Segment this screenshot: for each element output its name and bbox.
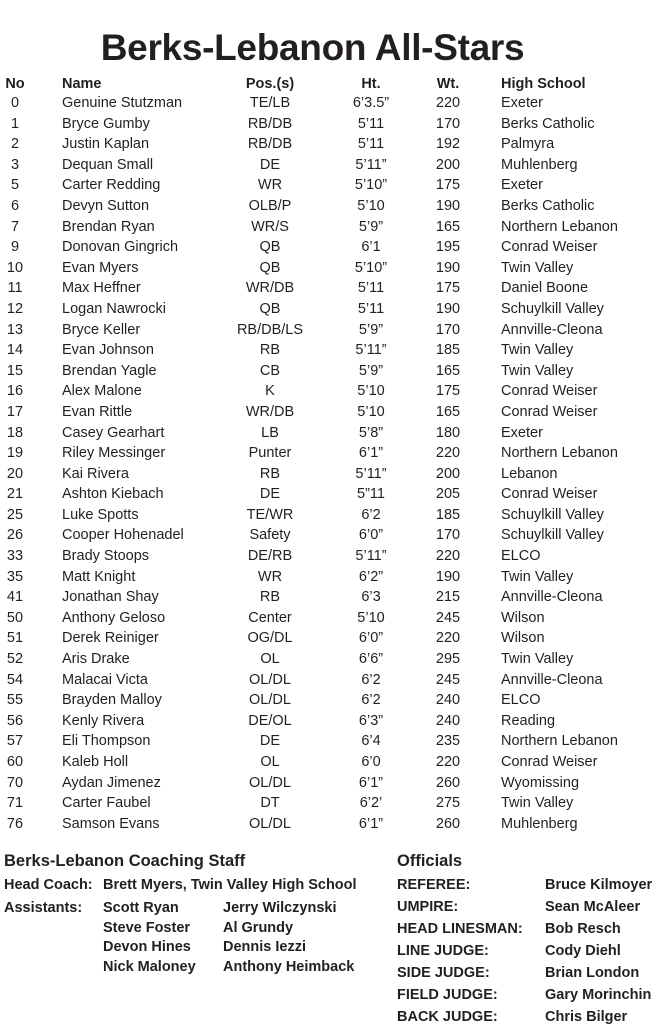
assistants-label: Assistants:: [4, 900, 83, 916]
official-role: REFEREE:: [397, 877, 471, 893]
player-school: Twin Valley: [501, 259, 574, 276]
table-row: [0, 793, 662, 814]
player-number: 19: [6, 445, 24, 462]
head-coach-value: Brett Myers, Twin Valley High School: [103, 877, 357, 893]
player-school: Schuylkill Valley: [501, 527, 604, 544]
player-name: Brady Stoops: [62, 548, 150, 565]
player-height: 6’1”: [358, 815, 384, 832]
player-number: 11: [7, 280, 23, 297]
player-height: 5’8”: [358, 424, 384, 441]
official-role: LINE JUDGE:: [397, 943, 489, 959]
player-height: 6’3: [361, 589, 381, 606]
official-name: Brian London: [545, 965, 640, 981]
player-position: OL/DL: [249, 671, 291, 688]
player-weight: 220: [435, 754, 461, 770]
player-school: Twin Valley: [501, 795, 574, 812]
player-school: Berks Catholic: [501, 115, 595, 132]
official-name: Chris Bilger: [545, 1009, 628, 1025]
table-row: [0, 361, 662, 382]
player-position: K: [265, 383, 275, 400]
player-height: 6’1: [361, 239, 381, 256]
player-number: 35: [6, 568, 24, 585]
player-position: RB/DB: [247, 136, 293, 153]
player-weight: 165: [435, 362, 461, 379]
table-row: [0, 690, 662, 711]
table-row: [0, 464, 662, 485]
table-row: [0, 237, 662, 258]
player-school: Exeter: [501, 177, 543, 194]
player-number: 0: [10, 95, 20, 111]
player-number: 71: [6, 795, 24, 812]
player-school: Conrad Weiser: [501, 486, 598, 503]
player-school: Twin Valley: [501, 651, 574, 668]
player-weight: 220: [435, 445, 461, 462]
col-header-name: Name: [62, 76, 102, 92]
player-position: WR: [257, 177, 283, 194]
player-weight: 180: [435, 424, 461, 441]
player-weight: 185: [435, 506, 461, 523]
table-row: [0, 525, 662, 546]
player-school: Conrad Weiser: [501, 403, 598, 420]
player-name: Riley Messinger: [62, 445, 166, 462]
player-position: OL/DL: [249, 774, 291, 791]
player-number: 76: [6, 815, 24, 832]
player-weight: 165: [435, 218, 461, 235]
col-header-position: Pos.(s): [245, 76, 295, 92]
table-row: [0, 505, 662, 526]
player-name: Aris Drake: [62, 651, 130, 668]
player-number: 57: [6, 733, 24, 750]
player-height: 6’2”: [358, 568, 384, 585]
player-weight: 170: [435, 321, 461, 338]
player-name: Kai Rivera: [62, 465, 129, 482]
player-height: 6’1”: [358, 445, 384, 462]
table-row: [0, 711, 662, 732]
player-name: Anthony Geloso: [62, 609, 166, 626]
player-school: Northern Lebanon: [501, 218, 618, 235]
official-name: Bruce Kilmoyer: [545, 877, 653, 893]
player-weight: 170: [435, 115, 461, 132]
player-weight: 175: [435, 280, 461, 297]
official-name: Cody Diehl: [545, 943, 621, 959]
player-height: 6’0: [361, 754, 381, 770]
player-number: 7: [10, 218, 20, 235]
player-position: DE: [259, 156, 281, 173]
roster-table: [0, 93, 662, 834]
player-position: QB: [259, 239, 281, 256]
player-height: 5’10: [357, 609, 385, 626]
table-row: [0, 340, 662, 361]
player-weight: 175: [435, 177, 461, 194]
page-title: Berks-Lebanon All-Stars: [100, 27, 525, 68]
player-number: 13: [6, 321, 24, 338]
player-number: 6: [10, 197, 20, 214]
assistant-coach-name: Devon Hines: [103, 939, 191, 956]
player-name: Luke Spotts: [62, 506, 139, 523]
table-row: [0, 175, 662, 196]
player-name: Carter Redding: [62, 177, 161, 194]
player-weight: 192: [435, 136, 461, 153]
player-number: 1: [10, 115, 20, 132]
table-row: [0, 587, 662, 608]
player-height: 5’9”: [358, 218, 384, 235]
player-name: Kaleb Holl: [62, 754, 129, 770]
player-school: Daniel Boone: [501, 280, 589, 297]
table-row: [0, 402, 662, 423]
player-height: 5’10”: [354, 177, 388, 194]
table-row: [0, 443, 662, 464]
player-position: CB: [259, 362, 281, 379]
assistant-coach-name: Steve Foster: [103, 919, 191, 936]
player-number: 26: [6, 527, 24, 544]
table-row: [0, 649, 662, 670]
assistant-coach-name: Nick Maloney: [103, 959, 196, 976]
player-position: OL/DL: [249, 815, 291, 832]
player-height: 5’10: [357, 197, 385, 214]
player-name: Carter Faubel: [62, 795, 151, 812]
player-height: 6’2: [361, 671, 381, 688]
player-number: 14: [6, 342, 24, 359]
player-position: DT: [260, 795, 280, 812]
player-school: Reading: [501, 712, 556, 729]
assistant-coach-name: Jerry Wilczynski: [223, 900, 337, 916]
player-weight: 165: [435, 403, 461, 420]
player-position: DE/RB: [247, 548, 293, 565]
col-header-school: High School: [501, 76, 586, 92]
player-school: Wyomissing: [501, 774, 580, 791]
player-weight: 260: [435, 774, 461, 791]
table-row: [0, 278, 662, 299]
player-weight: 190: [435, 568, 461, 585]
player-name: Casey Gearhart: [62, 424, 165, 441]
player-weight: 190: [435, 300, 461, 317]
player-height: 5’11”: [355, 465, 387, 482]
table-row: [0, 299, 662, 320]
player-position: RB/DB: [247, 115, 293, 132]
table-row: [0, 608, 662, 629]
player-school: Northern Lebanon: [501, 445, 618, 462]
player-position: DE/OL: [248, 712, 292, 729]
table-row: [0, 546, 662, 567]
player-number: 9: [10, 239, 20, 256]
player-number: 16: [6, 383, 24, 400]
player-height: 6’0”: [358, 527, 384, 544]
player-height: 6’2’: [359, 795, 383, 812]
player-number: 10: [6, 259, 24, 276]
player-weight: 185: [435, 342, 461, 359]
player-school: Twin Valley: [501, 342, 574, 359]
player-height: 6’1”: [358, 774, 384, 791]
player-position: QB: [259, 300, 281, 317]
player-weight: 260: [435, 815, 461, 832]
head-coach-label: Head Coach:: [4, 877, 93, 893]
player-weight: 235: [435, 733, 461, 750]
player-position: RB: [259, 465, 281, 482]
official-role: UMPIRE:: [397, 899, 459, 915]
table-row: [0, 814, 662, 835]
player-weight: 275: [435, 795, 461, 812]
player-school: Berks Catholic: [501, 197, 595, 214]
player-school: Muhlenberg: [501, 156, 578, 173]
player-number: 51: [6, 630, 24, 647]
player-position: RB: [259, 589, 281, 606]
player-name: Evan Johnson: [62, 342, 154, 359]
player-name: Aydan Jimenez: [62, 774, 161, 791]
player-height: 5’11: [357, 115, 385, 132]
player-weight: 245: [435, 609, 461, 626]
player-weight: 245: [435, 671, 461, 688]
player-weight: 175: [435, 383, 461, 400]
player-school: Annville-Cleona: [501, 589, 603, 606]
player-height: 6’6”: [358, 651, 384, 668]
official-role: BACK JUDGE:: [397, 1009, 498, 1025]
player-position: LB: [261, 424, 279, 441]
player-number: 2: [10, 136, 20, 153]
assistant-coach-name: Al Grundy: [223, 919, 294, 936]
table-row: [0, 217, 662, 238]
player-name: Samson Evans: [62, 815, 160, 832]
player-position: WR/DB: [245, 403, 295, 420]
player-height: 5’9”: [358, 362, 384, 379]
player-weight: 240: [435, 692, 461, 709]
player-weight: 220: [435, 548, 461, 565]
player-position: QB: [259, 259, 281, 276]
official-role: FIELD JUDGE:: [397, 987, 498, 1003]
official-name: Gary Morinchin: [545, 987, 652, 1003]
table-row: [0, 423, 662, 444]
player-weight: 220: [435, 95, 461, 111]
player-name: Matt Knight: [62, 568, 136, 585]
player-number: 5: [10, 177, 20, 194]
player-school: Twin Valley: [501, 362, 574, 379]
player-school: Palmyra: [501, 136, 555, 153]
player-school: Northern Lebanon: [501, 733, 618, 750]
col-header-height: Ht.: [361, 76, 381, 92]
coaching-staff-title: Berks-Lebanon Coaching Staff: [4, 852, 246, 870]
player-name: Bryce Keller: [62, 321, 141, 338]
player-name: Jonathan Shay: [62, 589, 159, 606]
player-school: Conrad Weiser: [501, 239, 598, 256]
table-row: [0, 773, 662, 794]
official-role: HEAD LINESMAN:: [397, 921, 523, 937]
player-weight: 220: [435, 630, 461, 647]
col-header-no: No: [5, 76, 25, 92]
table-row: [0, 320, 662, 341]
player-position: DE: [259, 486, 281, 503]
player-position: OG/DL: [247, 630, 293, 647]
player-name: Brendan Yagle: [62, 362, 157, 379]
player-name: Donovan Gingrich: [62, 239, 179, 256]
player-number: 41: [6, 589, 24, 606]
player-weight: 195: [435, 239, 461, 256]
player-position: Punter: [248, 445, 292, 462]
official-name: Sean McAleer: [545, 899, 641, 915]
official-role: SIDE JUDGE:: [397, 965, 490, 981]
table-row: [0, 134, 662, 155]
player-weight: 200: [435, 465, 461, 482]
player-height: 5”11: [357, 486, 385, 503]
table-row: [0, 731, 662, 752]
table-row: [0, 670, 662, 691]
player-number: 21: [6, 486, 24, 503]
player-name: Malacai Victa: [62, 671, 148, 688]
player-name: Eli Thompson: [62, 733, 151, 750]
player-position: Safety: [249, 527, 291, 544]
player-position: RB/DB/LS: [236, 321, 304, 338]
player-weight: 205: [435, 486, 461, 503]
player-position: WR/S: [251, 218, 289, 235]
player-school: Lebanon: [501, 465, 558, 482]
player-position: OL: [260, 754, 280, 770]
player-height: 6’4: [361, 733, 381, 750]
player-name: Genuine Stutzman: [62, 95, 183, 111]
table-row: [0, 258, 662, 279]
player-number: 18: [6, 424, 24, 441]
player-name: Logan Nawrocki: [62, 300, 166, 317]
player-school: ELCO: [501, 692, 541, 709]
player-number: 3: [10, 156, 20, 173]
player-number: 12: [6, 300, 24, 317]
player-school: Exeter: [501, 95, 543, 111]
col-header-weight: Wt.: [436, 76, 460, 92]
player-position: DE: [259, 733, 281, 750]
player-height: 5’11”: [355, 342, 387, 359]
player-height: 5’10: [357, 403, 385, 420]
player-position: WR/DB: [245, 280, 295, 297]
player-number: 60: [6, 754, 24, 770]
player-position: TE/WR: [246, 506, 294, 523]
player-height: 5’11”: [355, 156, 387, 173]
player-position: OL/DL: [249, 692, 291, 709]
player-number: 55: [6, 692, 24, 709]
player-school: Annville-Cleona: [501, 671, 603, 688]
player-school: Schuylkill Valley: [501, 300, 604, 317]
table-row: [0, 628, 662, 649]
player-height: 5’11: [357, 136, 385, 153]
player-number: 20: [6, 465, 24, 482]
player-height: 6’2: [361, 506, 381, 523]
player-position: WR: [257, 568, 283, 585]
player-height: 5’10”: [354, 259, 388, 276]
player-weight: 170: [435, 527, 461, 544]
player-position: OL: [260, 651, 280, 668]
player-height: 6’3.5”: [352, 95, 390, 111]
table-row: [0, 93, 662, 114]
player-name: Cooper Hohenadel: [62, 527, 184, 544]
player-weight: 295: [435, 651, 461, 668]
player-number: 70: [6, 774, 24, 791]
player-name: Devyn Sutton: [62, 197, 150, 214]
official-name: Bob Resch: [545, 921, 621, 937]
player-school: Wilson: [501, 609, 545, 626]
table-row: [0, 484, 662, 505]
player-school: Wilson: [501, 630, 545, 647]
assistant-coach-name: Anthony Heimback: [223, 959, 355, 976]
player-school: Conrad Weiser: [501, 383, 598, 400]
player-school: Muhlenberg: [501, 815, 578, 832]
player-weight: 190: [435, 259, 461, 276]
player-position: RB: [259, 342, 281, 359]
assistant-coach-name: Dennis Iezzi: [223, 939, 306, 956]
player-height: 5’11: [357, 300, 385, 317]
player-name: Evan Rittle: [62, 403, 133, 420]
player-position: OLB/P: [248, 197, 292, 214]
player-name: Bryce Gumby: [62, 115, 150, 132]
player-name: Ashton Kiebach: [62, 486, 164, 503]
player-school: Annville-Cleona: [501, 321, 603, 338]
player-height: 5’9”: [358, 321, 384, 338]
player-name: Alex Malone: [62, 383, 142, 400]
player-height: 6’0”: [358, 630, 384, 647]
player-height: 5’11: [357, 280, 385, 297]
assistant-coach-name: Scott Ryan: [103, 900, 179, 916]
player-number: 17: [6, 403, 24, 420]
player-position: TE/LB: [249, 95, 291, 111]
player-height: 5’10: [357, 383, 385, 400]
player-school: ELCO: [501, 548, 541, 565]
player-weight: 190: [435, 197, 461, 214]
table-row: [0, 196, 662, 217]
player-school: Twin Valley: [501, 568, 574, 585]
player-position: Center: [248, 609, 292, 626]
player-name: Derek Reiniger: [62, 630, 159, 647]
officials-title: Officials: [397, 852, 463, 870]
player-number: 52: [6, 651, 24, 668]
player-name: Brayden Malloy: [62, 692, 162, 709]
player-school: Conrad Weiser: [501, 754, 598, 770]
player-height: 6’2: [361, 692, 381, 709]
table-row: [0, 155, 662, 176]
player-number: 56: [6, 712, 24, 729]
player-name: Evan Myers: [62, 259, 139, 276]
player-number: 33: [6, 548, 24, 565]
player-name: Kenly Rivera: [62, 712, 145, 729]
player-height: 5’11”: [355, 548, 387, 565]
table-row: [0, 752, 662, 773]
player-name: Brendan Ryan: [62, 218, 155, 235]
table-row: [0, 567, 662, 588]
player-school: Exeter: [501, 424, 543, 441]
player-name: Justin Kaplan: [62, 136, 150, 153]
player-height: 6’3”: [358, 712, 384, 729]
player-name: Max Heffner: [62, 280, 141, 297]
table-row: [0, 381, 662, 402]
player-school: Schuylkill Valley: [501, 506, 604, 523]
player-weight: 240: [435, 712, 461, 729]
player-name: Dequan Small: [62, 156, 154, 173]
player-number: 25: [6, 506, 24, 523]
player-number: 15: [6, 362, 24, 379]
table-row: [0, 114, 662, 135]
player-number: 54: [6, 671, 24, 688]
player-weight: 200: [435, 156, 461, 173]
player-weight: 215: [435, 589, 461, 606]
player-number: 50: [6, 609, 24, 626]
